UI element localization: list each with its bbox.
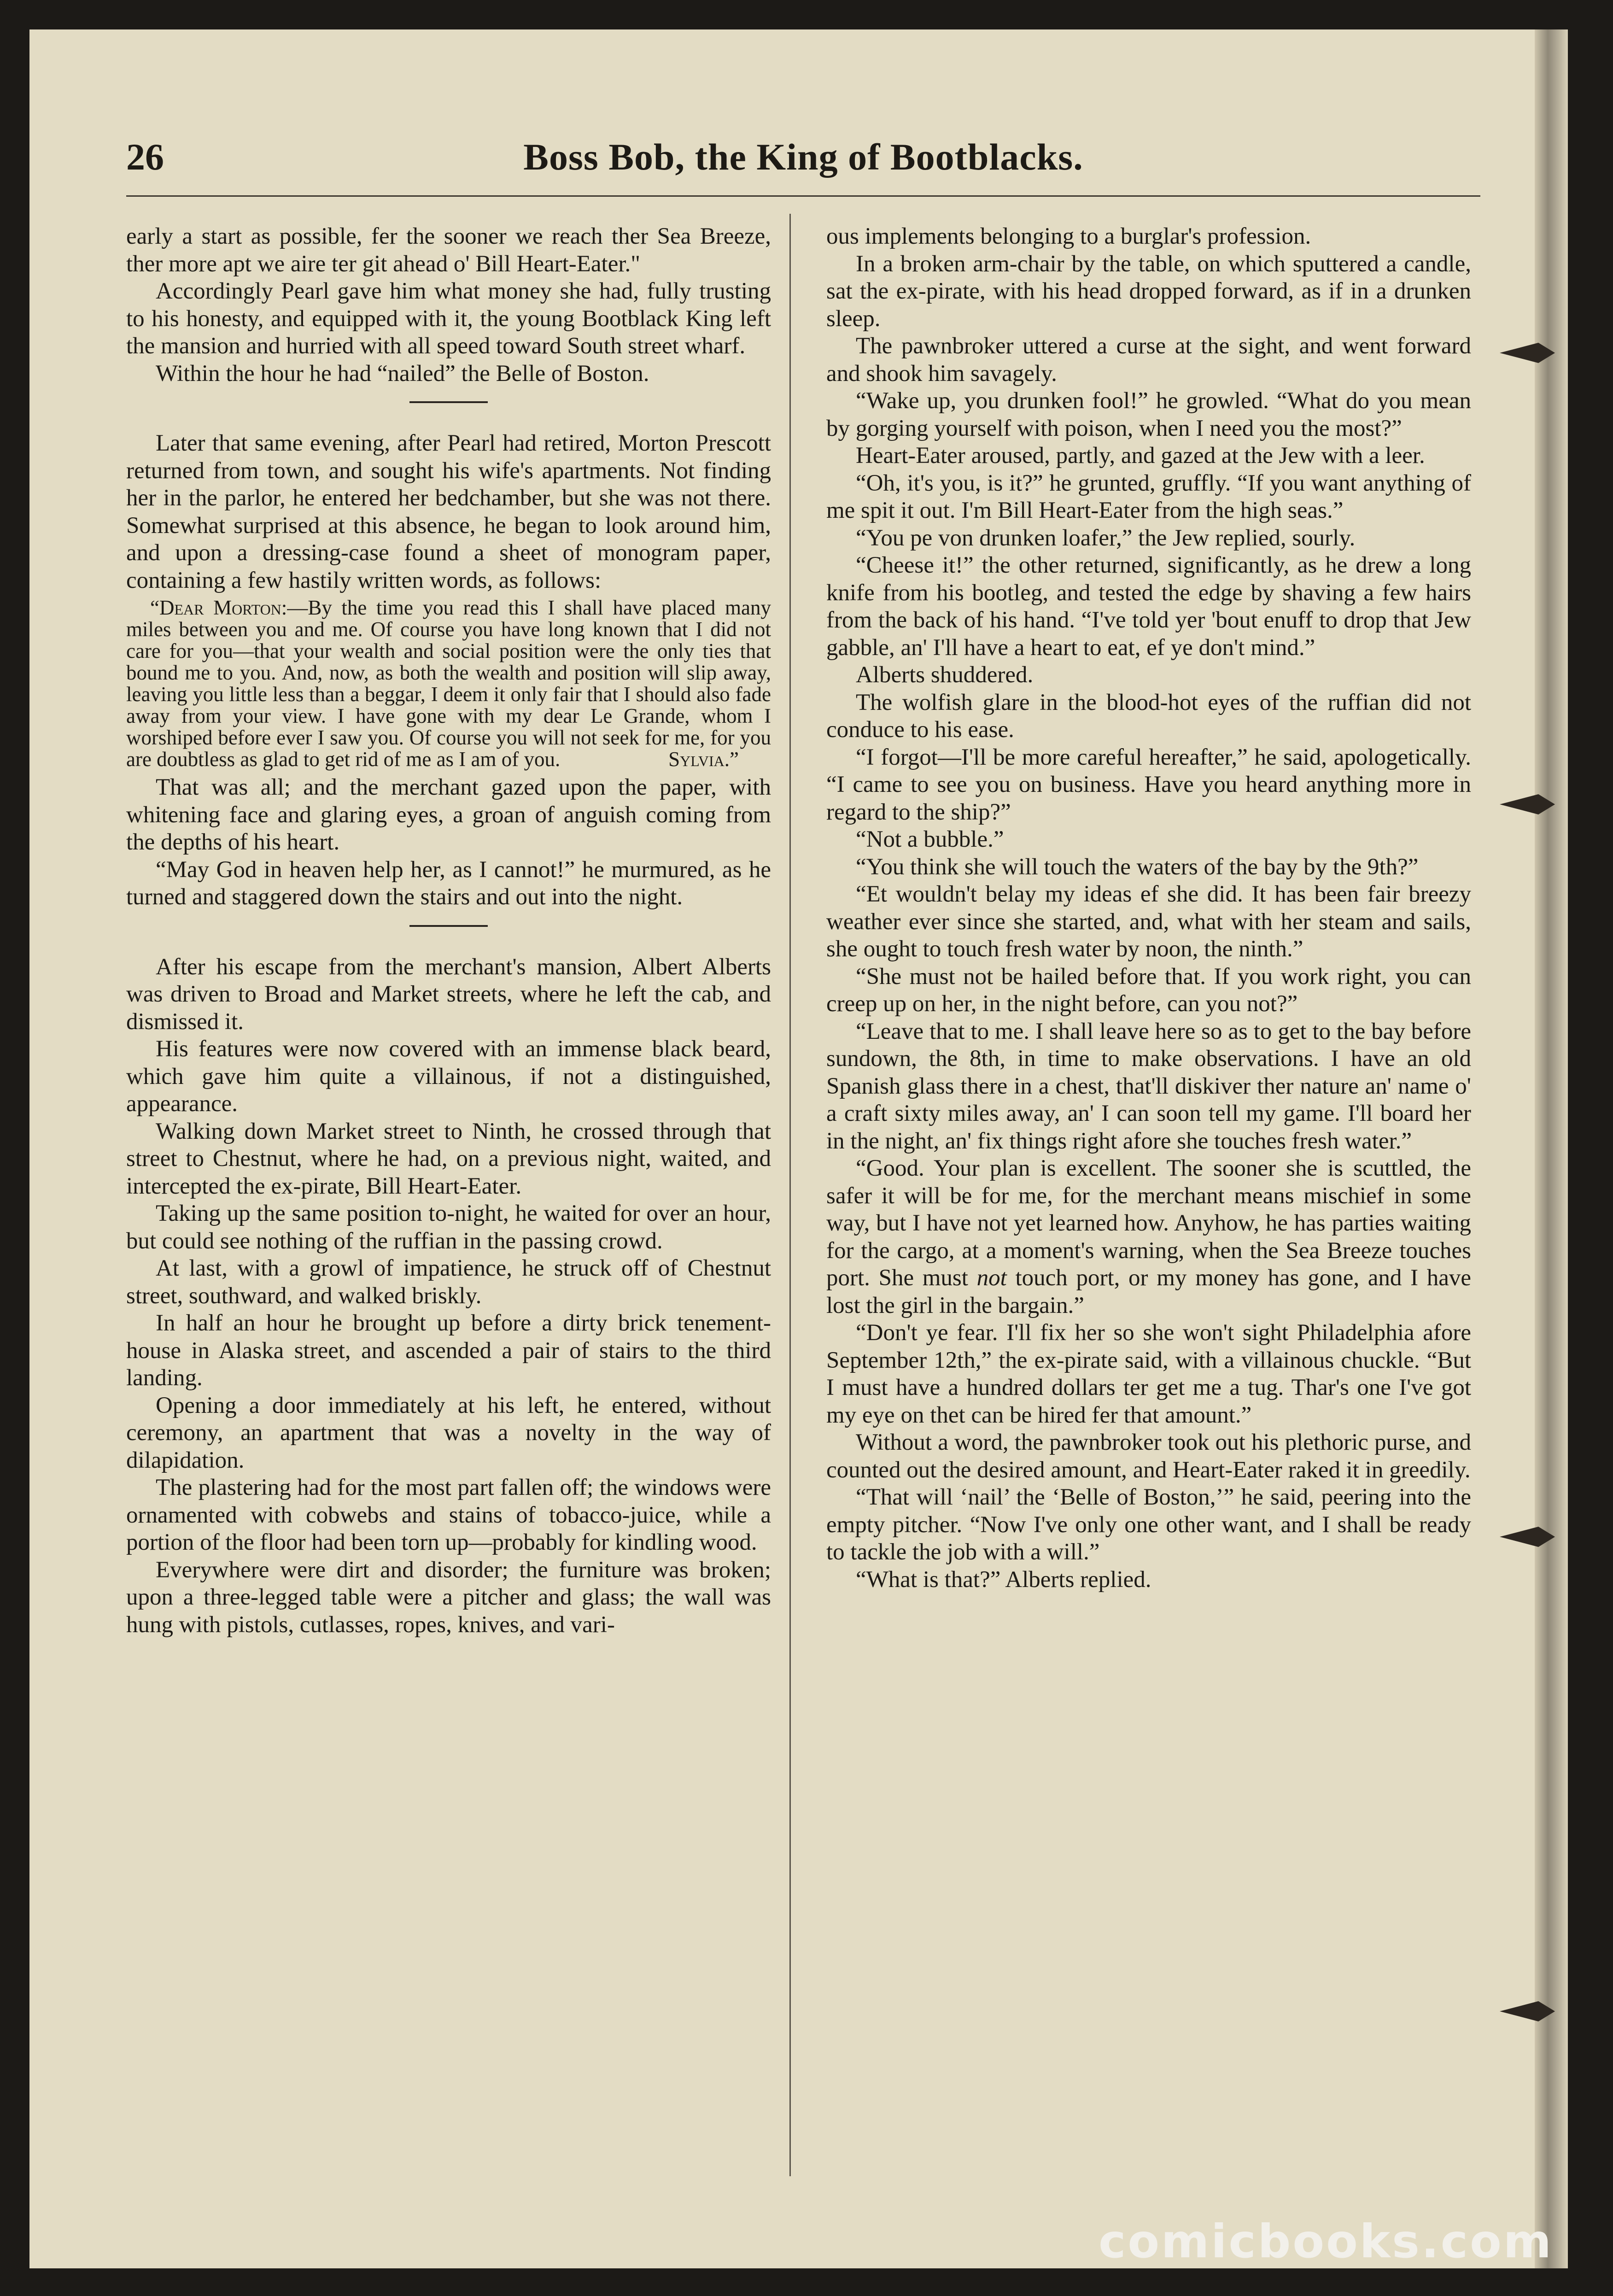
paragraph: Opening a door immediately at his left, he entered, without ceremony, an apartment that was a novelty in the way of dilapidation.	[126, 1392, 771, 1473]
paragraph: After his escape from the merchant's mansion, Albert Alberts was driven to Broad and Market streets, where he left the cab, and dismissed it.	[126, 954, 771, 1035]
paragraph: Everywhere were dirt and disorder; the furniture was broken; upon a three-legged table were a pitcher and glass; the wall was hung with pistols, cutlasses, ropes, knives, and vari-	[126, 1557, 771, 1638]
stitch-icon	[1500, 794, 1555, 814]
paragraph: “Leave that to me. I shall leave here so as to get to the bay before sundown, the 8th, in time to make observations. I have an old Spanish glass there in a chest, that'll diskiver ther nature an' name o' a craft sixty miles away, an' I can soon tell my game. I'll board her in the night, an' fix things right afore she touches fresh water.”	[826, 1018, 1471, 1154]
column-divider	[789, 214, 791, 2176]
letter-block	[126, 597, 771, 770]
paragraph: “Cheese it!” the other returned, significantly, as he drew a long knife from his bootleg, and tested the edge by shaving a few hairs from the back of his hand. “I've told yer 'bout enuff to drop that Jew gabble, an' I'll have a heart to eat, ef ye don't mind.”	[826, 552, 1471, 661]
paragraph: The pawnbroker uttered a curse at the sight, and went forward and shook him savagely.	[826, 333, 1471, 387]
paragraph: Later that same evening, after Pearl had retired, Morton Prescott returned from town, and sought his wife's apartments. Not finding her in the parlor, he entered her bedchamber, but she was not there. Somewhat surprised at this absence, he began to look around him, and upon a dressing-case found a sheet of monogram paper, containing a few hastily written words, as follows:	[126, 430, 771, 593]
letter-body: —By the time you read this I shall have placed many miles between you and me. Of course you have long known that I did not care for you—that your wealth and social position were the only ties that bound me to you. And, now, as both the wealth and position will slip away, leaving you little less than a beggar, I deem it only fair that I should also fade away from your view. I have gone with my dear Le Grande, whom I worshiped before ever I saw you. Of course you will not seek for me, for you are doubtless as glad to get rid of me as I am of you.	[126, 596, 771, 771]
paragraph: “That will ‘nail’ the ‘Belle of Boston,’” he said, peering into the empty pitcher. “Now I've only one other want, and I shall be ready to tackle the job with a will.”	[826, 1484, 1471, 1565]
paragraph: “Oh, it's you, is it?” he grunted, gruffly. “If you want anything of me spit it out. I'm Bill Heart-Eater from the high seas.”	[826, 470, 1471, 523]
letter-signature: Sylvia.”	[668, 748, 739, 771]
paragraph: “Wake up, you drunken fool!” he growled. “What do you mean by gorging yourself with poison, when I need you the most?”	[826, 388, 1471, 441]
paragraph: ous implements belonging to a burglar's profession.	[826, 223, 1311, 249]
paragraph: That was all; and the merchant gazed upon the paper, with whitening face and glaring eyes, a groan of anguish coming from the depths of his heart.	[126, 774, 771, 855]
paragraph: The plastering had for the most part fallen off; the windows were ornamented with cobwebs and stains of tobacco-juice, while a portion of the floor had been torn up—probably for kindling wood.	[126, 1475, 771, 1555]
paragraph: “I forgot—I'll be more careful hereafter,” he said, apologetically. “I came to see you on business. Have you heard anything more in regard to the ship?”	[826, 744, 1471, 825]
paragraph: “She must not be hailed before that. If you work right, you can creep up on her, in the night before, can you not?”	[826, 963, 1471, 1017]
paragraph: “What is that?” Alberts replied.	[856, 1566, 1151, 1593]
page-number: 26	[126, 136, 164, 178]
letter-text	[126, 597, 771, 770]
paragraph	[826, 1155, 1471, 1319]
paragraph: Heart-Eater aroused, partly, and gazed at the Jew with a leer.	[856, 443, 1425, 469]
paragraph: Without a word, the pawnbroker took out his plethoric purse, and counted out the desired amount, and Heart-Eater raked it in greedily.	[826, 1429, 1471, 1483]
page	[29, 29, 1568, 2268]
paragraph: “You pe von drunken loafer,” the Jew replied, sourly.	[856, 525, 1356, 551]
binding-edge	[1535, 29, 1568, 2268]
text-run: “Good. Your plan is excellent. The sooner she is scuttled, the safer it will be for me, for the merchant means mischief in some way, but I have not yet learned how. Anyhow, he has parties waiting for the cargo, at a moment's warning, when the Sea Breeze touches port. She must	[826, 1155, 1471, 1291]
stitch-icon	[1500, 343, 1555, 363]
paragraph: early a start as possible, fer the sooner we reach ther Sea Breeze, ther more apt we aire ter git ahead o' Bill Heart-Eater."	[126, 223, 771, 277]
paragraph: Within the hour he had “nailed” the Belle of Boston.	[156, 360, 649, 387]
paragraph: “May God in heaven help her, as I cannot!” he murmured, as he turned and staggered down the stairs and out into the night.	[126, 856, 771, 910]
stitch-icon	[1500, 2001, 1555, 2021]
paragraph: Walking down Market street to Ninth, he crossed through that street to Chestnut, where he had, on a previous night, waited, and intercepted the ex-pirate, Bill Heart-Eater.	[126, 1118, 771, 1199]
page-header	[126, 135, 1480, 191]
paragraph: His features were now covered with an immense black beard, which gave him quite a villainous, if not a distinguished, appearance.	[126, 1036, 771, 1117]
paragraph: Taking up the same position to-night, he waited for over an hour, but could see nothing of the ruffian in the passing crowd.	[126, 1201, 771, 1254]
paragraph: “Don't ye fear. I'll fix her so she won't sight Philadelphia afore September 12th,” the ex-pirate said, with a villainous chuckle. “But I must have a hundred dollars ter get me a tug. Thar's one I've got my eye on thet can be hired fer that amount.”	[826, 1320, 1471, 1428]
emphasis: not	[976, 1265, 1007, 1291]
paragraph: In a broken arm-chair by the table, on which sputtered a candle, sat the ex-pirate, with his head dropped forward, as if in a drunken sleep.	[826, 251, 1471, 332]
stitch-icon	[1500, 1527, 1555, 1547]
paragraph: “You think she will touch the waters of the bay by the 9th?”	[856, 854, 1419, 880]
section-divider	[409, 925, 488, 927]
right-column	[826, 223, 1471, 1593]
paragraph: In half an hour he brought up before a dirty brick tenement-house in Alaska street, and ascended a pair of stairs to the third landing.	[126, 1310, 771, 1391]
text-run: touch port, or my money has gone, and I have lost the girl in the bargain.”	[826, 1265, 1472, 1318]
paragraph: “Not a bubble.”	[856, 826, 1004, 852]
watermark: comicbooks.com	[1099, 2214, 1553, 2268]
paragraph: “Et wouldn't belay my ideas ef she did. It has been fair breezy weather ever since she started, and, what with her steam and sails, she ought to touch fresh water by noon, the ninth.”	[826, 881, 1471, 962]
paragraph: The wolfish glare in the blood-hot eyes of the ruffian did not conduce to his ease.	[826, 689, 1471, 743]
section-divider	[409, 401, 488, 403]
paragraph: Alberts shuddered.	[856, 662, 1034, 688]
running-title: Boss Bob, the King of Bootblacks.	[523, 136, 1083, 178]
header-rule	[126, 195, 1480, 197]
paragraph: Accordingly Pearl gave him what money she had, fully trusting to his honesty, and equipped with it, the young Bootblack King left the mansion and hurried with all speed toward South street wharf.	[126, 278, 771, 359]
paragraph: At last, with a growl of impatience, he struck off of Chestnut street, southward, and walked briskly.	[126, 1255, 771, 1309]
letter-salutation: “Dear Morton:	[150, 596, 287, 619]
left-column	[126, 223, 771, 1639]
